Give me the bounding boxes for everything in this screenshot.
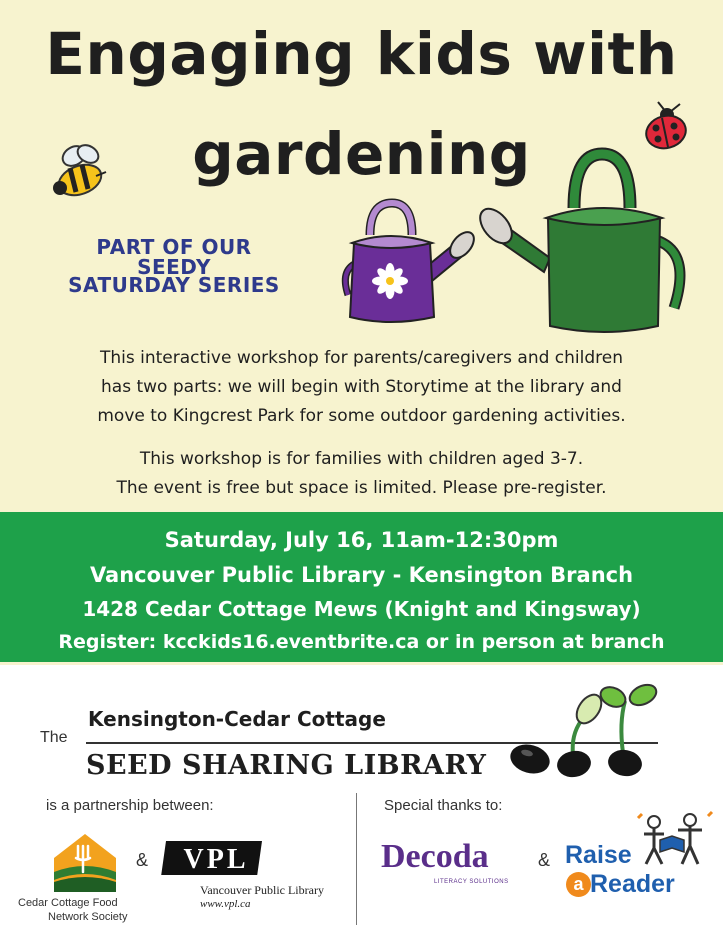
- description-line3: move to Kingcrest Park for some outdoor gardening activities.: [97, 406, 626, 426]
- ladybug-icon: [636, 100, 696, 155]
- decoda-logo: Decoda: [381, 838, 489, 875]
- vertical-divider: [356, 793, 357, 925]
- library-name: Kensington-Cedar Cottage: [88, 707, 386, 731]
- bee-icon: [40, 138, 120, 208]
- sprouting-beans-icon: [505, 683, 670, 783]
- vpl-url: www.vpl.ca: [200, 898, 251, 910]
- section-divider: [0, 662, 723, 665]
- vpl-logo-text: VPL: [183, 844, 249, 875]
- event-date: Saturday, July 16, 11am-12:30pm: [164, 528, 559, 552]
- event-register: Register: kcckids16.eventbrite.ca or in person at branch: [58, 631, 665, 653]
- cedar-cottage-name-line2: Network Society: [48, 911, 128, 923]
- seed-sharing-library: SEED SHARING LIBRARY: [86, 750, 487, 781]
- vpl-name: Vancouver Public Library: [200, 883, 324, 897]
- thanks-intro: Special thanks to:: [384, 797, 503, 814]
- poster-title-line2: gardening: [192, 120, 531, 188]
- partnership-intro: is a partnership between:: [46, 797, 214, 814]
- series-label-line2: SATURDAY SERIES: [68, 273, 280, 297]
- description-line5: The event is free but space is limited. Please pre-register.: [116, 478, 607, 498]
- ampersand-partners: &: [136, 850, 149, 870]
- decoda-tagline: LITERACY SOLUTIONS: [434, 879, 509, 885]
- series-label-line1: PART OF OUR SEEDY: [96, 235, 252, 279]
- event-venue: Vancouver Public Library - Kensington Branch: [89, 563, 634, 587]
- ampersand-thanks: &: [538, 850, 551, 870]
- raise-a-reader-kids-icon: [636, 812, 714, 870]
- cedar-cottage-name-line1: Cedar Cottage Food: [18, 897, 118, 909]
- raise-a-reader-reader: Reader: [590, 870, 675, 898]
- vpl-logo: [166, 841, 262, 875]
- library-the: The: [40, 729, 68, 746]
- event-address: 1428 Cedar Cottage Mews (Knight and Kingsway): [82, 597, 641, 621]
- purple-watering-can: [330, 195, 480, 330]
- poster-title-line1: Engaging kids with: [45, 20, 678, 88]
- cedar-cottage-logo: [52, 832, 118, 894]
- description-line4: This workshop is for families with children aged 3-7.: [139, 449, 584, 469]
- description-line2: has two parts: we will begin with Storytime at the library and: [101, 377, 622, 397]
- green-watering-can: [478, 148, 708, 338]
- description-line1: This interactive workshop for parents/caregivers and children: [100, 348, 623, 368]
- raise-a-reader-raise: Raise: [565, 841, 632, 869]
- raise-a-reader-a: a: [566, 872, 591, 897]
